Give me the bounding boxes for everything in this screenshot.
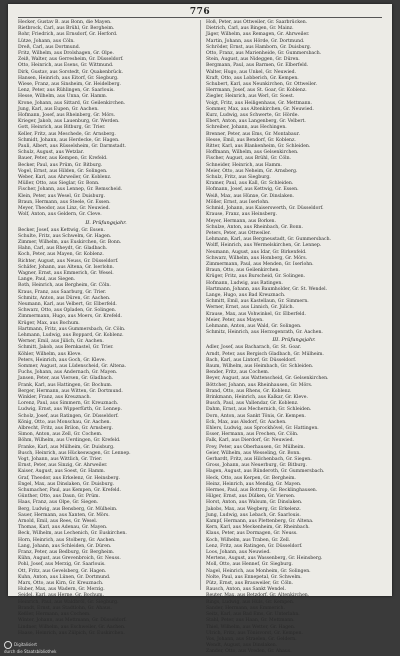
register-entry: Weiß, Max, aus Hünxe, Gr. Dinslaken. — [206, 193, 295, 199]
register-entry: Schwarz, Otto, aus Opladen, Gr. Solingen. — [18, 308, 117, 314]
register-entry: Jung, Ludwig, aus Lebach, Gr. Saarlouis. — [206, 512, 301, 518]
register-entry: Busch, Paul, aus Vallendar, Gr. Koblenz. — [206, 401, 299, 407]
register-entry: Horn, Heinrich, aus Stolberg, Gr. Aachen. — [18, 537, 116, 543]
register-entry: Weber, Karl, aus Ahrweiler, Gr. Koblenz. — [18, 175, 112, 181]
register-entry: Schreiber, Johann, aus Hechingen. — [206, 125, 287, 131]
register-entry: Sommer, Max, aus Altenkirchen, Gr. Neuwied. — [206, 106, 314, 112]
register-entry: Hartmann, Fritz, aus Gummersbach, Gr. Cöln. — [18, 326, 126, 332]
register-entry: Neumann, August, aus Idar, Gr. Birkenfeld. — [206, 249, 307, 255]
register-entry: Bergmann, Paul, aus Barmen, Gr. Elberfeld. — [206, 63, 309, 69]
register-entry: Rohr, Friedrich, aus Ernsdorf, Gr. Herford. — [18, 32, 118, 38]
register-entry: Lütze, Johann, aus Cöln. — [18, 38, 75, 44]
register-entry: Krone, Johann, aus Sittard, Gr. Geilenkirchen. — [18, 100, 126, 106]
digitization-watermark — [4, 641, 56, 654]
register-entry: Ott, Fritz, aus Gevelsberg, Gr. Hagen. — [18, 568, 107, 574]
register-entry: Sander, Hermann, aus Emmerich. — [206, 605, 285, 611]
register-entry: Wiese, Franz, aus Sinsheim, Gr. Heidelberg. — [18, 82, 121, 88]
register-entry: Gerhardt, Fritz, aus Hilchenbach, Gr. Siegen. — [206, 457, 312, 463]
register-entry: Seidel, Karl, aus Herne, Gr. Bochum. — [18, 593, 104, 599]
register-entry: Klein, Peter, aus Wesel, Gr. Duisburg. — [18, 193, 106, 199]
register-entry: Ziegler, Heinrich, aus Werl, Gr. Soest. — [206, 94, 295, 100]
register-entry: Hesse, Wilhelm, aus Unna, Gr. Hamm. — [18, 94, 108, 100]
register-entry: Böttcher, Johann, aus Rheinhausen, Gr. Mörs. — [206, 382, 313, 388]
register-entry: Martin, Johann, aus Hörde, Gr. Dortmund. — [206, 38, 305, 44]
register-entry: Wolff, Heinrich, aus Wermelskirchen, Gr. Lennep. — [206, 243, 322, 249]
register-entry: Rietbrock, Carl, aus Brühl, Gr. Bergheim. — [18, 26, 115, 32]
register-entry: Frank, Karl, aus Hattingen, Gr. Bochum. — [18, 382, 113, 388]
register-entry: Zander, Otto, aus Vreden, Gr. Ahaus. — [206, 649, 292, 655]
register-entry: Lehmann, Ludwig, aus Boppard, Gr. Koblenz. — [18, 332, 124, 338]
register-entry: Hoß, Peter, aus Ottweiler, Gr. Saarbrücken. — [206, 20, 308, 25]
register-entry: Lorenz, Paul, aus Simmern, Gr. Kreuznach. — [18, 401, 119, 407]
register-entry: Bauer, Peter, aus Kempen, Gr. Krefeld. — [18, 156, 108, 162]
register-entry: Voigt, Fritz, aus Heiligenhaus, Gr. Mettmann. — [206, 100, 312, 106]
register-entry: Huber, Max, aus Wadern, Gr. Merzig. — [18, 587, 105, 593]
register-entry: Lange, Paul, aus Siegen. — [18, 277, 76, 283]
register-entry: Beck, Wilhelm, aus Lechenich, Gr. Euskirchen. — [18, 531, 127, 537]
register-entry: Klaus, Peter, aus Dormagen, Gr. Neuss. — [206, 531, 298, 537]
register-entry: Jung, Karl, aus Eupen, Gr. Aachen. — [18, 106, 99, 112]
register-entry: Schulte, Fritz, aus Schwelm, Gr. Hagen. — [18, 233, 112, 239]
register-entry: Otto, Franz, aus Marienheide, Gr. Gummersbach. — [206, 51, 322, 57]
register-entry: Dietrich, Carl, aus Bingen, Gr. Mainz. — [206, 26, 294, 32]
register-entry: Peters, Peter, aus Ottweiler. — [206, 230, 271, 236]
register-entry: Schmitt, Jakob, aus Bernkastel, Gr. Trier. — [18, 345, 114, 351]
register-entry: Müller, Otto, aus Sieglar, Gr. Bonn. — [18, 181, 100, 187]
register-entry: Fuchs, Johann, aus Andernach, Gr. Mayen. — [18, 370, 118, 376]
register-entry: Schäfer, Johann, aus Altena, Gr. Iserlohn. — [18, 264, 115, 270]
register-entry: Pauli, Albert, aus Rüsselsheim, Gr. Darmstadt. — [18, 144, 126, 150]
register-entry: Hesse, Emil, aus Bendorf, Gr. Koblenz. — [206, 137, 296, 143]
register-entry: Marx, Otto, aus Kirn, Gr. Kreuznach. — [18, 581, 104, 587]
column-divider — [200, 20, 201, 590]
register-entry: Günther, Otto, aus Daun, Gr. Prüm. — [18, 494, 100, 500]
register-entry: Seitz, Karl, aus Bad Ems, Gr. Unterlahn. — [206, 612, 300, 618]
register-entry: Lenz, Fritz, aus Ratingen, Gr. Düsseldorf. — [206, 543, 303, 549]
register-entry: Brand, Otto, aus Rhens, Gr. Koblenz. — [206, 388, 292, 394]
register-entry: Nagel, Heinrich, aus Monheim, Gr. Solingen. — [206, 568, 311, 574]
left-column — [18, 20, 194, 636]
register-entry: Kaiser, August, aus Soest, Gr. Hamm. — [18, 469, 106, 475]
register-entry: Möller, Ernst, aus Iserlohn. — [206, 199, 270, 205]
register-entry: Sauer, Hermann, aus Xanten, Gr. Mörs. — [18, 512, 110, 518]
watermark-line-1: Digitalisiert — [14, 642, 37, 647]
register-entry: Stahl, Peter, aus Haan, Gr. Mettmann. — [206, 618, 295, 624]
register-entry: Thomas, Karl, aus Adenau, Gr. Mayen. — [18, 525, 108, 531]
register-entry: Herrmann, Josef, aus St. Goar, Gr. Koblenz. — [206, 88, 307, 94]
register-entry: Pohl, Josef, aus Merzig, Gr. Saarlouis. — [18, 562, 106, 568]
register-entry: Hagen, August, aus Ründeroth, Gr. Gummersbach. — [206, 469, 325, 475]
register-entry: Hahn, Carl, aus Rheydt, Gr. Gladbach. — [18, 246, 108, 252]
register-entry: Pütz, Ernst, aus Brauweiler, Gr. Cöln. — [206, 581, 294, 587]
register-entry: Fischer, Johann, aus Lennep, Gr. Remscheid. — [18, 187, 123, 193]
watermark-line-2: durch die Staatsbibliothek — [4, 649, 57, 654]
register-entry: Schmitt, Emil, aus Kastellaun, Gr. Simmern. — [206, 299, 309, 305]
register-entry: Schubert, Karl, aus Neunkirchen, Gr. Ottweiler. — [206, 82, 317, 88]
register-entry: Wagner, Ernst, aus Emmerich, Gr. Wesel. — [18, 270, 114, 276]
register-entry: Rings, Ludwig, aus Hüls, Gr. Kempen. — [206, 599, 295, 605]
register-entry: Vogel, Ernst, aus Hilden, Gr. Solingen. — [18, 168, 108, 174]
register-entry: Braun, Hermann, aus Steele, Gr. Essen. — [18, 199, 111, 205]
register-entry: Hofmann, Josef, aus Rheinberg, Gr. Mörs. — [18, 113, 116, 119]
register-entry: Frey, Peter, aus Oberhausen, Gr. Mülheim. — [206, 444, 305, 450]
register-entry: Heinrich, Paul, aus Waldbröl, Gr. Siegburg. — [18, 599, 119, 605]
register-entry: Zimmermann, Paul, aus Menden, Gr. Iserlohn. — [206, 261, 314, 267]
register-entry: Kramer, Paul, aus Kall, Gr. Schleiden. — [206, 181, 294, 187]
register-entry: Ritter, Karl, aus Blankenheim, Gr. Schleiden. — [206, 144, 311, 150]
register-entry: Albrecht, Fritz, aus Brilon, Gr. Arnsberg. — [18, 426, 114, 431]
register-entry: Kurz, Ludwig, aus Schwerte, Gr. Hörde. — [206, 113, 299, 119]
register-entry: Gross, Johann, aus Neuerburg, Gr. Bitburg. — [206, 463, 307, 469]
register-entry: Lehmann, Anton, aus Wald, Gr. Solingen. — [206, 323, 302, 329]
register-entry: Scholz, Josef, aus Ratingen, Gr. Düsseldorf. — [18, 413, 119, 419]
register-entry: Becker, Josef, aus Kettwig, Gr. Essen. — [18, 227, 105, 233]
register-entry: Lehmann, Karl, aus Bergneustadt, Gr. Gummersbach. — [206, 237, 332, 243]
register-entry: Meyer, Hermann, aus Borken. — [206, 218, 276, 224]
right-section-heading: III. Prüfungsjahr. — [272, 337, 316, 344]
register-entry: Kraus, Franz, aus Saarburg, Gr. Trier. — [18, 289, 107, 295]
register-entry: Krause, Franz, aus Heinsberg. — [206, 212, 278, 218]
register-entry: Arnold, Emil, aus Rees, Gr. Wesel. — [18, 519, 98, 525]
register-entry: Baum, Wilhelm, aus Heimbach, Gr. Schleiden. — [206, 363, 314, 369]
register-entry: Vogt, Johann, aus Wittlich, Gr. Trier. — [18, 457, 103, 463]
register-entry: Ulrich, Fritz, aus Tönisvorst, Gr. Kempen. — [206, 630, 303, 636]
register-entry: König, Otto, aus Monschau, Gr. Aachen. — [18, 419, 111, 425]
register-entry: Dirk, Gustav, aus Sorstedt, Gr. Quakenbrück. — [18, 69, 123, 75]
register-entry: Eck, Max, aus Alsdorf, Gr. Aachen. — [206, 419, 287, 425]
register-entry: Haas, Franz, aus Olpe, Gr. Siegen. — [18, 500, 99, 506]
register-entry: Meier, Otto, aus Neheim, Gr. Arnsberg. — [206, 168, 298, 174]
register-entry: Kühn, August, aus Grevenbroich, Gr. Neuss. — [18, 556, 121, 562]
register-entry: Hartmann, Johann, aus Baumholder, Gr. St. Wendel. — [206, 286, 328, 292]
register-entry: Gott, Heinrich, aus Bitburg, Gr. Trier. — [18, 125, 106, 131]
register-entry: Zeiß, Walter, aus Gerresheim, Gr. Düsseldorf. — [18, 57, 124, 63]
register-entry: Schumacher, Paul, aus Kempen, Gr. Krefeld. — [18, 488, 121, 494]
register-entry: Franke, Karl, aus Mülheim, Gr. Duisburg. — [18, 444, 115, 450]
register-entry: Bach, Karl, aus Lintorf, Gr. Düsseldorf. — [206, 357, 297, 363]
register-entry: Hecker, Gustav B. aus Bonn, die Mayen. — [18, 20, 112, 25]
register-entry: Mertens, August, aus Wassenberg, Gr. Heinsberg. — [206, 556, 323, 562]
register-entry: Dahm, Ernst, aus Mechernich, Gr. Schleiden. — [206, 407, 312, 413]
register-entry: Adler, Josef, aus Bacharach, Gr. St. Goar. — [206, 345, 302, 351]
left-block-2 — [18, 228, 194, 637]
register-entry: Zimmer, Wilhelm, aus Euskirchen, Gr. Bonn. — [18, 239, 122, 245]
register-entry: Lenz, Peter, aus Rühlingen, Gr. Saarlouis. — [18, 88, 115, 94]
register-entry: Kuhn, Anton, aus Lünen, Gr. Dortmund. — [18, 574, 111, 580]
register-entry: Busch, Heinrich, aus Hückeswagen, Gr. Lennep. — [18, 450, 131, 456]
register-entry: Lang, Johann, aus Schleiden, Gr. Düren. — [18, 543, 112, 549]
register-entry: Ebert, Anton, aus Langenberg, Gr. Velbert. — [206, 119, 306, 125]
register-entry: Krieger, Jakob, aus Lauenburg, Gr. Werden. — [18, 119, 120, 125]
register-entry: Dorn, Anton, aus Sankt Tönis, Gr. Kempen. — [206, 413, 306, 419]
register-entry: Graf, Theodor, aus Erkelenz, Gr. Heinsberg. — [18, 475, 120, 481]
header-rule — [18, 17, 382, 18]
register-entry: Kern, Karl, aus Meckenheim, Gr. Rheinbach. — [206, 525, 310, 531]
register-entry: Koch, Wilhelm, aus Traben, Gr. Zell. — [206, 537, 291, 543]
register-entry: Krüger, Fritz, aus Burscheid, Gr. Solingen. — [206, 274, 306, 280]
register-entry: Wolf, Anton, aus Geldern, Gr. Cleve. — [18, 212, 102, 218]
register-entry: Walter, Hugo, aus Unkel, Gr. Neuwied. — [206, 69, 297, 75]
register-entry: Otto, Heinrich, aus Esens, Gr. Wittmund. — [18, 63, 114, 69]
register-entry: Zimmermann, Hugo, aus Moers, Gr. Krefeld. — [18, 314, 122, 320]
register-entry: Nolte, Paul, aus Ennepetal, Gr. Schwelm. — [206, 574, 302, 580]
register-entry: Böhm, Wilhelm, aus Uerdingen, Gr. Krefeld. — [18, 438, 121, 444]
left-block-1 — [18, 20, 194, 219]
register-entry: Bender, Fritz, aus Cochem. — [206, 370, 270, 376]
register-entry: Esser, Hermann, aus Frechen, Gr. Cöln. — [206, 432, 299, 438]
register-entry: Heck, Otto, aus Kerpen, Gr. Bergheim. — [206, 475, 296, 481]
register-entry: Hoffmann, Wilhelm, aus Gelsenkirchen. — [206, 150, 299, 156]
register-entry: Schulze, Anton, aus Rheinbach, Gr. Bonn. — [206, 224, 303, 230]
register-entry: Haase, Heinrich, aus Zülpich, Gr. Euskirchen. — [18, 630, 125, 636]
register-entry: Ernst, Peter, aus Sinzig, Gr. Ahrweiler. — [18, 463, 108, 469]
right-block-2 — [206, 345, 382, 655]
register-entry: Sommer, August, aus Lüdenscheid, Gr. Altena. — [18, 363, 127, 369]
register-entry: Stein, August, aus Nideggen, Gr. Düren. — [206, 57, 300, 63]
register-entry: Winkler, Franz, aus Kreuznach. — [18, 394, 92, 400]
register-entry: Kraft, Otto, aus Lobberich, Gr. Kempen. — [206, 75, 299, 81]
register-entry: Schmidt, Johann, aus Herdecke, Gr. Hagen. — [18, 137, 120, 143]
register-entry: Richter, August, aus Neuss, Gr. Düsseldorf. — [18, 258, 119, 264]
register-entry: Keßler, Hermann, aus Cochem. — [18, 612, 91, 618]
register-entry: Fischer, August, aus Brühl, Gr. Cöln. — [206, 156, 292, 162]
register-entry: Schröder, Ernst, aus Hamborn, Gr. Duisburg. — [206, 44, 312, 50]
register-entry: Jäger, Wilhelm, aus Remagen, Gr. Ahrweiler. — [206, 32, 310, 38]
register-entry: Hilger, Ernst, aus Dülken, Gr. Viersen. — [206, 494, 296, 500]
register-entry: Brinkmann, Heinrich, aus Kalkar, Gr. Kleve. — [206, 394, 308, 400]
register-entry: Schulz, August, aus Wetzlar. — [18, 150, 84, 156]
register-entry: Lindner, Wilhelm, aus Eschweiler, Gr. Aachen. — [18, 624, 126, 630]
register-entry: Ludwig, Ernst, aus Wipperfürth, Gr. Lennep. — [18, 407, 122, 413]
register-entry: Dreß, Carl, aus Dortmund. — [18, 44, 81, 50]
register-entry: Wendt, August, aus Dinslaken. — [206, 643, 278, 649]
register-entry: Köhler, Wilhelm, aus Kleve. — [18, 351, 82, 357]
register-entry: Franz, Peter, aus Bedburg, Gr. Bergheim. — [18, 550, 115, 556]
register-entry: Lange, Hugo, aus Bad Kreuznach. — [206, 292, 286, 298]
register-entry: Winter, Johann, aus Mettmann, Gr. Düsseldorf. — [18, 618, 127, 624]
register-entry: Schwarz, Wilhelm, aus Homberg, Gr. Mörs. — [206, 255, 308, 261]
register-entry: Heinz, Heinrich, aus Mendig, Gr. Mayen. — [206, 481, 302, 487]
register-entry: Arndt, Peter, aus Bergisch Gladbach, Gr. Mülheim. — [206, 351, 324, 357]
register-entry: Hofmann, Ludwig, aus Ratingen. — [206, 280, 283, 286]
register-entry: Koch, Peter, aus Mayen, Gr. Koblenz. — [18, 252, 104, 258]
register-entry: Schneider, Heinrich, aus Hamm. — [206, 162, 282, 168]
register-entry: Schmitz, Heinrich, aus Herzogenrath, Gr. Aachen. — [206, 330, 323, 336]
register-entry: Vos, Johann, aus Straelen, Gr. Geldern. — [206, 636, 297, 642]
register-entry: Berger, Hermann, aus Witten, Gr. Dortmund. — [18, 388, 123, 394]
register-entry: Keller, Fritz, aus Meschede, Gr. Arnsberg. — [18, 131, 116, 137]
register-entry: Engel, Max, aus Dinslaken, Gr. Duisburg. — [18, 481, 115, 487]
register-entry: Brenner, Peter, aus Ems, Gr. Montabaur. — [206, 131, 300, 137]
register-entry: Loos, Johann, aus Neuwied. — [206, 550, 271, 556]
register-entry: Roth, Heinrich, aus Bergheim, Gr. Cöln. — [18, 283, 111, 289]
register-entry: Jansen, Peter, aus Viersen, Gr. Gladbach. — [18, 376, 114, 382]
register-entry: Hermes, Paul, aus Bottrop, Gr. Recklinghausen. — [206, 488, 318, 494]
register-entry: Berg, Ludwig, aus Bensberg, Gr. Mülheim. — [18, 506, 118, 512]
register-entry: Werner, Emil, aus Jülich, Gr. Aachen. — [18, 339, 104, 345]
register-entry: Reuter, Max, aus Betzdorf, Gr. Altenkirchen. — [206, 593, 310, 599]
register-entry: Falk, Karl, aus Dierdorf, Gr. Neuwied. — [206, 438, 294, 444]
left-section-heading: II. Prüfungsjahr. — [85, 219, 127, 226]
register-entry: Schmid, Johann, aus Kaiserswerth, Gr. Düsseldorf. — [206, 206, 324, 212]
right-block-1 — [206, 20, 382, 336]
register-entry: Schmitz, Anton, aus Düren, Gr. Aachen. — [18, 295, 111, 301]
register-entry: Peters, Heinrich, aus Goch, Gr. Kleve. — [18, 357, 106, 363]
register-entry: Neumann, Karl, aus Velbert, Gr. Elberfeld. — [18, 301, 117, 307]
register-entry: Beyer, August, aus Wattenscheid, Gr. Gelsenkirchen. — [206, 376, 329, 382]
register-entry: Moll, Otto, aus Hennef, Gr. Siegburg. — [206, 562, 293, 568]
register-entry: Krüger, Max, aus Bochum. — [18, 320, 80, 326]
register-entry: Hansen, Heinrich, aus Eitorf, Gr. Siegburg. — [18, 75, 119, 81]
register-entry: Meyer, Theodor, aus Linz, Gr. Neuwied. — [18, 206, 111, 212]
register-entry: Geier, Wilhelm, aus Wesseling, Gr. Bonn. — [206, 450, 301, 456]
register-entry: Thiel, Wilhelm, aus Wetter, Gr. Hagen. — [206, 624, 296, 630]
register-entry: Jakobs, Max, aus Wegberg, Gr. Erkelenz. — [206, 506, 301, 512]
register-entry: Becker, Paul, aus Prüm, Gr. Bitburg. — [18, 162, 103, 168]
register-entry: Braun, Otto, aus Geilenkirchen. — [206, 268, 280, 274]
register-entry: Rausch, Anton, aus Sankt Wendel. — [206, 587, 286, 593]
right-column — [206, 20, 382, 655]
register-entry: Ehlers, Ludwig, aus Sprockhövel, Gr. Hattingen. — [206, 426, 319, 431]
register-entry: Fritz, Wilhelm, aus Drolshagen, Gr. Olpe. — [18, 51, 114, 57]
register-entry: Brandt, Ernst, aus Stadtlohn, Gr. Ahaus. — [18, 605, 112, 611]
register-entry: Werner, Ernst, aus Linnich, Gr. Jülich. — [206, 305, 295, 311]
register-entry: Meier, Peter, aus Mayen. — [206, 317, 264, 323]
register-entry: Simon, Anton, aus Zell, Gr. Cochem. — [18, 432, 103, 438]
register-entry: Horst, Anton, aus Walsum, Gr. Dinslaken. — [206, 500, 303, 506]
register-entry: Schulz, Fritz, aus Siegburg. — [206, 175, 271, 181]
library-seal-icon — [4, 641, 12, 649]
page-number: 776 — [189, 7, 211, 17]
register-entry: Krause, Max, aus Vohwinkel, Gr. Elberfeld. — [206, 311, 306, 317]
register-entry: Hofmann, Josef, aus Kettwig, Gr. Essen. — [206, 187, 299, 193]
register-entry: Kampf, Hermann, aus Plettenberg, Gr. Altena. — [206, 519, 314, 525]
